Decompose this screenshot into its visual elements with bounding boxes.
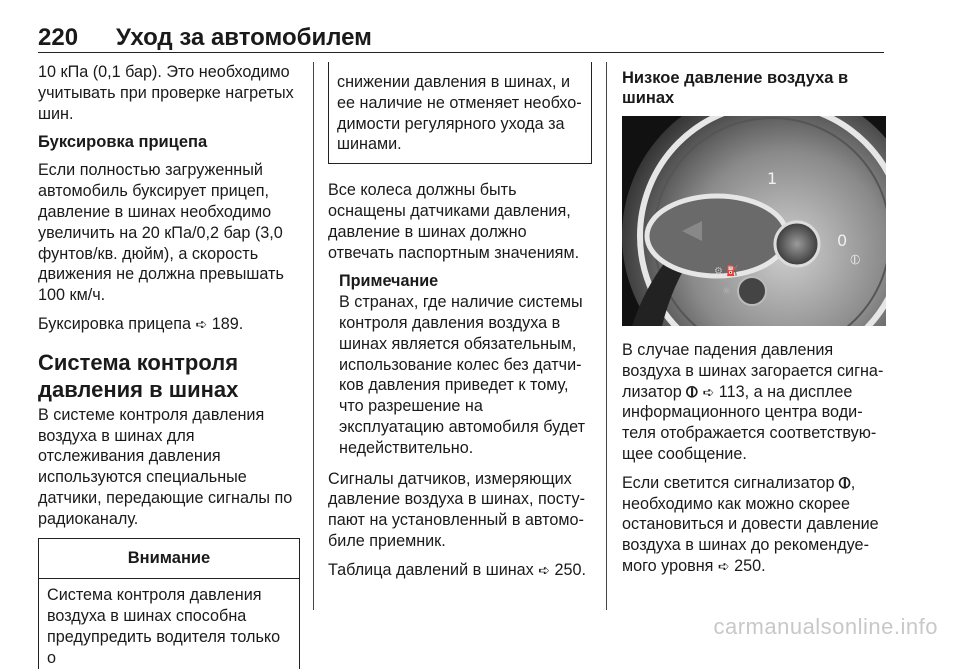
svg-text:☼: ☼ (722, 286, 731, 297)
column-left (38, 62, 300, 669)
arrow-icon: ➪ (538, 561, 551, 578)
ref-page: 189. (211, 314, 244, 333)
heading-low-pressure: Низкое давление воздуха в шинах (622, 69, 849, 107)
page-number: 220 (38, 24, 79, 51)
heading-tpms: Система контроля давления в шинах (38, 349, 239, 402)
column-divider (606, 62, 607, 610)
column-right (622, 62, 888, 585)
ref-page: 250. (554, 560, 587, 579)
warning-box-continued (328, 62, 592, 164)
note-title: Примечание (339, 272, 439, 291)
svg-text:0: 0 (837, 231, 848, 250)
text: , необходимо как можно скорее остановиться и довести давление воздуха в шинах до рекомендуемого уровня (622, 473, 879, 575)
paragraph: 10 кПа (0,1 бар). Это необходимо учитывать при проверке нагретых шин. (38, 63, 294, 123)
paragraph (622, 473, 888, 577)
ref-text: Буксировка прицепа (38, 314, 191, 333)
paragraph (622, 340, 888, 465)
paragraph: Сигналы датчиков, измеряющих давление воздуха в шинах, поступают на установленный в автомобиле приемник. (328, 469, 585, 550)
svg-text:⚙ ⛽: ⚙ ⛽ (714, 266, 739, 277)
tire-pressure-icon: ⦶ (839, 473, 851, 492)
paragraph: Все колеса должны быть оснащены датчиками давления, давление в шинах должно отвечать паспортным значениям. (328, 181, 580, 262)
tire-pressure-icon: ⦶ (686, 382, 699, 401)
text: 113, а на дисплее информационного центра водителя отображается соответствующее сообщение. (622, 382, 877, 463)
arrow-icon: ➪ (717, 557, 730, 574)
warning-box (38, 538, 300, 669)
warning-title: Внимание (39, 539, 299, 580)
heading-towing: Буксировка прицепа (38, 133, 208, 152)
ref-text: Таблица давлений в шинах (328, 560, 534, 579)
watermark: carmanualsonline.info (713, 614, 938, 639)
svg-text:⦶: ⦶ (850, 252, 861, 268)
note-block (328, 271, 592, 458)
instrument-cluster-illustration (622, 116, 886, 326)
column-middle (328, 62, 592, 589)
page-title: Уход за автомобилем (116, 24, 372, 51)
ref-page[interactable]: 250. (734, 556, 766, 575)
warning-text: Система контроля давления воздуха в шинах способна предупредить водителя только о (47, 586, 281, 667)
instrument-cluster-image (622, 116, 886, 326)
column-divider (313, 62, 314, 610)
arrow-icon: ➪ (702, 383, 715, 400)
warning-text-continued: снижении давления в шинах, и ее наличие не отменяет необходимости регулярного ухода за шинами. (337, 73, 582, 154)
text: Если светится сигнализатор (622, 473, 835, 492)
paragraph: Если полностью загруженный автомобиль буксирует прицеп, давление в шинах необходимо увеличить на 20 кПа/0,2 бар (3,0 фунтов/кв. дюйм), а скорость движения не должна превышать 100 км/ч. (38, 161, 284, 305)
note-text: В странах, где наличие системы контроля давления воздуха в шинах является обязательным, использование колес без датчиков давления приведет к тому, что разрешение на эксплуатацию автомобиля будет недействительно. (339, 293, 586, 457)
text: В случае падения давления воздуха в шинах загорается сигнализатор (622, 341, 884, 401)
cross-reference[interactable] (38, 314, 300, 335)
page-header (38, 20, 884, 53)
cross-reference[interactable] (328, 560, 592, 581)
svg-text:1: 1 (767, 169, 778, 188)
arrow-icon: ➪ (195, 315, 208, 332)
paragraph: В системе контроля давления воздуха в шинах для отслеживания давления используются специальные датчики, передающие сигналы по радиоканалу. (38, 405, 293, 528)
